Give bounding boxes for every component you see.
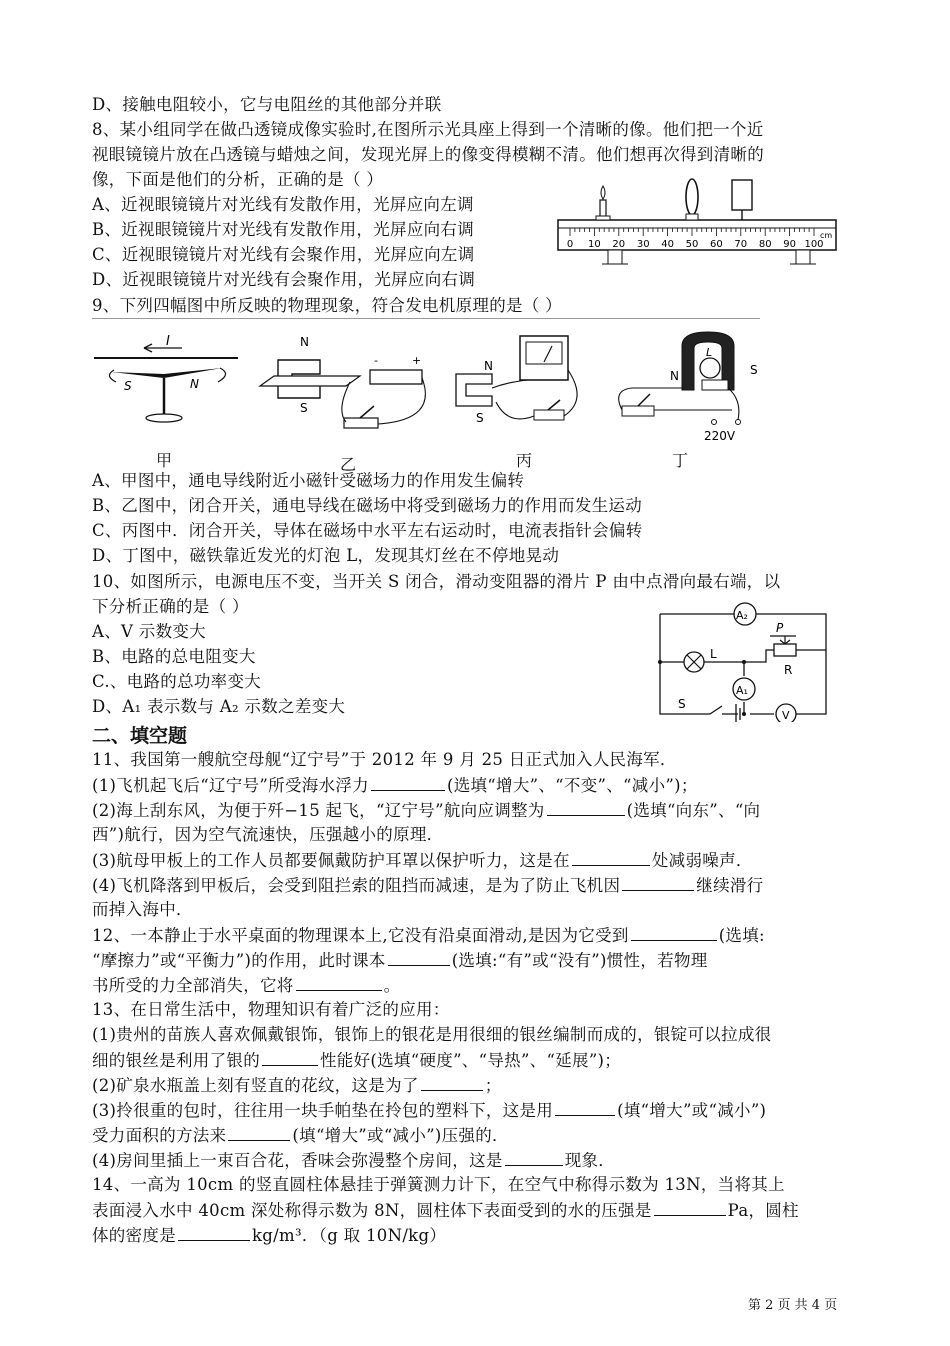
rheostat-icon	[774, 644, 796, 656]
figure-yi	[250, 330, 440, 440]
ruler-unit: cm	[820, 231, 833, 240]
ruler-tick-label: 90	[783, 239, 796, 250]
switch-s-label: S	[678, 697, 686, 711]
q11-part2-cont: 西”)航行，因为空气流速快，压强越小的原理．	[92, 825, 444, 844]
rheostat-r-label: R	[784, 663, 793, 677]
ruler-tick-label: 10	[588, 239, 601, 250]
lamp-label: L	[710, 647, 717, 661]
q8-stem-line2: 视眼镜镜片放在凸透镜与蜡烛之间，发现光屏上的像变得模糊不清。他们想再次得到清晰的	[92, 145, 764, 164]
q8-option-c: C、近视眼镜镜片对光线有会聚作用，光屏应向左调	[92, 245, 475, 264]
bulb-icon	[700, 358, 720, 378]
q14-line2: 表面浸入水中 40cm 深处称得示数为 8N，圆柱体下表面受到的水的压强是 Pa，圆柱	[92, 1201, 799, 1220]
answer-blank[interactable]	[505, 1149, 563, 1166]
ammeter-a1-label: A₁	[736, 684, 748, 697]
q10-option-c: C.、电路的总功率变大	[92, 672, 262, 691]
answer-blank[interactable]	[228, 1124, 290, 1141]
answer-blank[interactable]	[572, 849, 650, 866]
q11-stem: 11、我国第一艘航空母舰“辽宁号”于 2012 年 9 月 25 日正式加入人民海军．	[92, 750, 677, 769]
q9-option-b: B、乙图中，闭合开关，通电导线在磁场中将受到磁场力的作用而发生运动	[92, 496, 643, 515]
magnet-n-label: N	[300, 335, 309, 349]
compass-needle-icon	[112, 368, 222, 378]
slider-p-label: P	[776, 621, 784, 635]
answer-blank[interactable]	[631, 924, 717, 941]
ding-s-label: S	[750, 363, 758, 377]
bulb-label: L	[706, 346, 713, 359]
answer-blank[interactable]	[555, 1099, 615, 1116]
q8-stem-line1: 8、某小组同学在做凸透镜成像实验时,在图所示光具座上得到一个清晰的像。他们把一个近	[92, 120, 764, 139]
q8-option-b: B、近视眼镜镜片对光线有发散作用，光屏应向右调	[92, 220, 475, 239]
q13-part1: (1)贵州的苗族人喜欢佩戴银饰，银饰上的银花是用很细的银丝编制而成的，银锭可以拉成很	[92, 1025, 772, 1044]
answer-blank[interactable]	[388, 949, 450, 966]
q11-part4-cont: 而掉入海中．	[92, 900, 193, 919]
q10-option-a: A、V 示数变大	[92, 622, 206, 641]
q11-part1: (1)飞机起飞后“辽宁号”所受海水浮力 (选填“增大”、“不变”、“减小”)；	[92, 776, 698, 795]
convex-lens	[686, 179, 698, 215]
answer-blank[interactable]	[622, 874, 694, 891]
ruler-tick-label: 0	[566, 239, 574, 250]
supply-voltage-label: 220V	[704, 429, 736, 443]
voltmeter-label: V	[782, 709, 790, 722]
answer-blank[interactable]	[654, 1199, 726, 1216]
magnet-s-label: S	[300, 401, 308, 415]
q13-part1-cont: 细的银丝是利用了银的 性能好(选填“硬度”、“导热”、“延展”)；	[92, 1051, 622, 1070]
needle-s-label: S	[124, 379, 132, 393]
battery-plus: +	[412, 354, 422, 367]
switch-s-icon	[710, 706, 722, 714]
battery-box	[370, 370, 422, 384]
q8-option-d: D、近视眼镜镜片对光线有会聚作用，光屏应向右调	[92, 270, 476, 289]
q7-option-d: D、接触电阻较小，它与电阻丝的其他部分并联	[92, 95, 442, 114]
magnet-icon	[456, 374, 492, 406]
q10-circuit-figure	[650, 600, 832, 722]
q9-option-d: D、丁图中，磁铁靠近发光的灯泡 L，发现其灯丝在不停地晃动	[92, 546, 560, 565]
ding-switch-icon	[622, 406, 654, 416]
ruler-tick-label: 80	[758, 239, 772, 250]
figure-jia	[92, 330, 242, 430]
q12-line1: 12、一本静止于水平桌面的物理课本上,它没有沿桌面滑动,是因为它受到 (选填:	[92, 926, 765, 945]
rails	[260, 376, 360, 386]
q13-part4: (4)房间里插上一束百合花，香味会弥漫整个房间，这是 现象．	[92, 1151, 616, 1170]
q12-line2: “摩擦力”或“平衡力”)的作用，此时课本 (选填:“有”或“没有”)惯性，若物理	[92, 951, 708, 970]
flame-icon	[601, 186, 605, 199]
q14-line3: 体的密度是 kg/m³．（g 取 10N/kg）	[92, 1226, 447, 1245]
ruler-tick-label: 60	[710, 239, 723, 250]
q14-line1: 14、一高为 10cm 的竖直圆柱体悬挂于弹簧测力计下，在空气中称得示数为 13N，当将其上	[92, 1175, 785, 1194]
figure-label-yi: 乙	[340, 455, 357, 474]
bench-leg-left	[608, 250, 622, 264]
switch-icon	[344, 418, 378, 428]
optical-bench-figure	[552, 176, 842, 272]
q12-line3: 书所受的力全部消失，它将 。	[92, 976, 401, 995]
ruler-tick-label: 40	[661, 239, 674, 250]
q13-part2: (2)矿泉水瓶盖上刻有竖直的花纹，这是为了 ；	[92, 1076, 502, 1095]
ruler-tick-label: 100	[804, 239, 824, 250]
ammeter-a2-label: A₂	[736, 609, 748, 622]
q9-divider	[92, 318, 760, 319]
ruler-tick-label: 70	[734, 239, 748, 250]
q9-stem: 9、下列四幅图中所反映的物理现象，符合发电机原理的是（ ）	[92, 296, 562, 315]
section-title-fill-in: 二、填空题	[92, 725, 188, 747]
answer-blank[interactable]	[262, 1049, 318, 1066]
q13-part3-cont: 受力面积的方法来 (填“增大”或“减小”)压强的．	[92, 1126, 509, 1145]
figure-label-bing: 丙	[516, 451, 533, 470]
q8-stem-line3: 像，下面是他们的分析，正确的是（ ）	[92, 170, 384, 189]
bing-s-label: S	[476, 411, 484, 425]
q11-part4: (4)飞机降落到甲板后，会受到阻拦索的阻挡而减速，是为了防止飞机因 继续滑行	[92, 876, 764, 895]
ding-n-label: N	[670, 369, 679, 383]
ruler-tick-label: 30	[636, 239, 650, 250]
light-screen	[732, 180, 752, 210]
q13-stem: 13、在日常生活中，物理知识有着广泛的应用：	[92, 1000, 450, 1019]
answer-blank[interactable]	[178, 1224, 250, 1241]
q10-stem-line1: 10、如图所示，电源电压不变，当开关 S 闭合，滑动变阻器的滑片 P 由中点滑向最右端，以	[92, 572, 781, 591]
answer-blank[interactable]	[371, 774, 445, 791]
figure-label-ding: 丁	[672, 451, 689, 470]
figure-ding	[612, 330, 772, 450]
battery-minus: -	[374, 354, 378, 367]
q13-part3: (3)拎很重的包时，往往用一块手帕垫在拎包的塑料下，这是用 (填“增大”或“减小”)	[92, 1101, 767, 1120]
current-label: I	[166, 334, 170, 349]
q9-option-a: A、甲图中，通电导线附近小磁针受磁场力的作用发生偏转	[92, 471, 525, 490]
q10-option-d: D、A₁ 表示数与 A₂ 示数之差变大	[92, 697, 346, 716]
q10-option-b: B、电路的总电阻变大	[92, 647, 256, 666]
q10-stem-line2: 下分析正确的是（ ）	[92, 597, 249, 616]
q11-part3: (3)航母甲板上的工作人员都要佩戴防护耳罩以保护听力，这是在 处减弱噪声．	[92, 851, 753, 870]
figure-bing	[448, 330, 598, 440]
bench-leg-right	[796, 250, 810, 264]
answer-blank[interactable]	[547, 799, 625, 816]
figure-label-jia: 甲	[156, 451, 173, 470]
q8-option-a: A、近视眼镜镜片对光线有发散作用，光屏应向左调	[92, 195, 474, 214]
ruler-tick-label: 50	[685, 239, 699, 250]
bing-switch-icon	[534, 410, 564, 420]
needle-n-label: N	[190, 377, 199, 391]
q11-part2: (2)海上刮东风，为便于歼−15 起飞，“辽宁号”航向应调整为 (选填“向东”、“向	[92, 801, 761, 820]
answer-blank[interactable]	[421, 1074, 483, 1091]
q9-option-c: C、丙图中．闭合开关，导体在磁场中水平左右运动时，电流表指针会偏转	[92, 521, 643, 540]
answer-blank[interactable]	[296, 974, 382, 991]
bing-n-label: N	[484, 359, 493, 373]
page-footer: 第 2 页 共 4 页	[748, 1298, 838, 1313]
ruler-tick-label: 20	[612, 239, 626, 250]
